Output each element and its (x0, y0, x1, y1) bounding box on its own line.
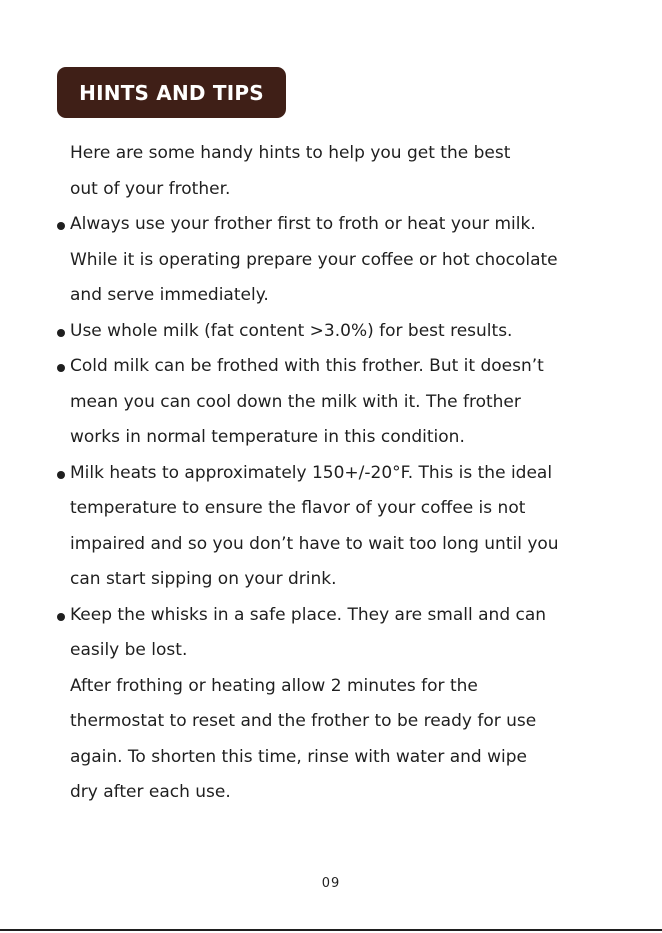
bullet-text: Cold milk can be frothed with this frother. But it doesn’t (70, 356, 544, 376)
bullet-icon (57, 613, 65, 621)
bullet-line: mean you can cool down the milk with it. The frother (70, 391, 521, 412)
bullet-text: Keep the whisks in a safe place. They are small and can (70, 604, 547, 625)
bullet-text: Always use your frother first to froth or heat your milk. (70, 214, 536, 234)
bullet-text: Milk heats to approximately 150+/-20°F. This is the ideal (70, 462, 553, 483)
bullet-line: impaired and so you don’t have to wait too long until you (70, 533, 559, 554)
bullet-line: and serve immediately. (70, 285, 269, 305)
bullet-line (0, 349, 662, 385)
bullet-line (0, 207, 662, 243)
bullet-line: While it is operating prepare your coffee or hot chocolate (70, 249, 558, 270)
bullet-line: again. To shorten this time, rinse with water and wipe (70, 746, 527, 767)
bullet-icon (57, 364, 65, 372)
bottom-divider (0, 929, 662, 931)
section-heading-badge (57, 67, 286, 118)
bullet-line: dry after each use. (70, 782, 231, 802)
bullet-line: thermostat to reset and the frother to be ready for use (70, 711, 537, 731)
section-heading: HINTS AND TIPS (79, 80, 264, 105)
bullet-icon (57, 471, 65, 479)
bullet-line (0, 456, 662, 492)
page-number: 09 (321, 876, 341, 891)
bullet-line: works in normal temperature in this condition. (70, 427, 465, 447)
bullet-line (0, 598, 662, 634)
bullet-icon (57, 222, 65, 230)
bullet-line (0, 314, 662, 350)
intro-line: out of your frother. (70, 178, 231, 199)
bullet-line: After frothing or heating allow 2 minutes for the (70, 675, 478, 696)
bullet-text: Use whole milk (fat content >3.0%) for best results. (70, 320, 513, 341)
tips-content (0, 136, 662, 811)
bullet-line: temperature to ensure the flavor of your coffee is not (70, 498, 526, 518)
intro-line: Here are some handy hints to help you get the best (70, 143, 511, 163)
bullet-icon (57, 329, 65, 337)
bullet-line: can start sipping on your drink. (70, 569, 337, 589)
bullet-line: easily be lost. (70, 640, 188, 660)
